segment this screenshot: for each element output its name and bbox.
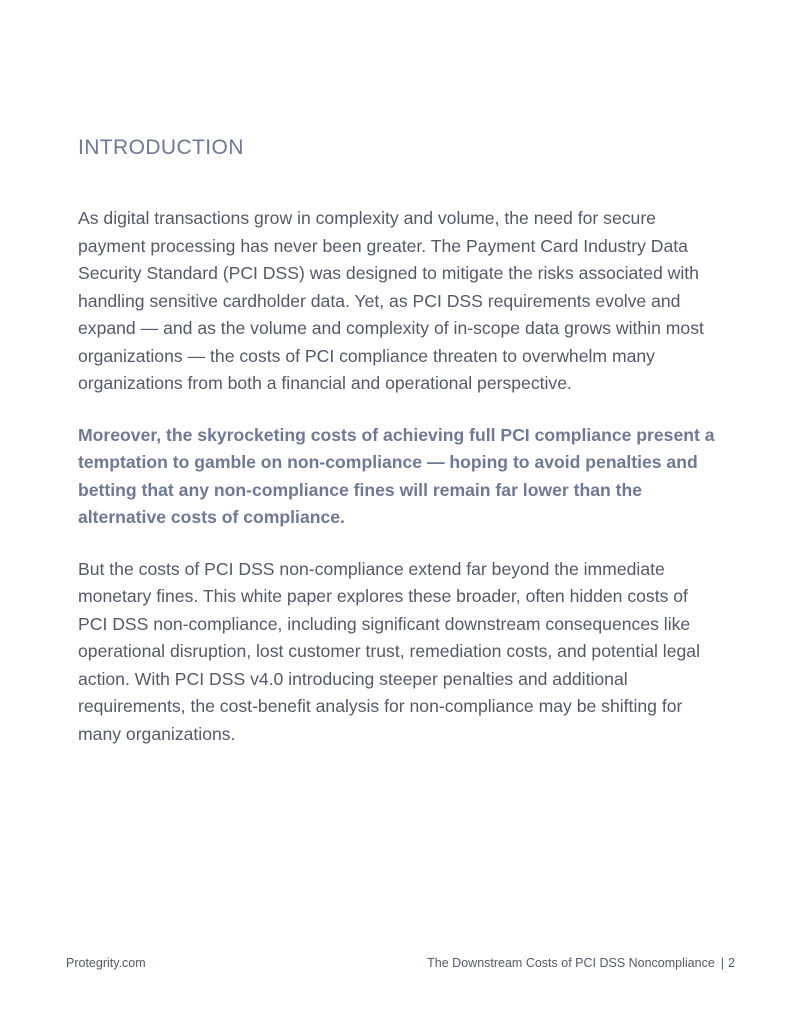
footer-site-link[interactable]: Protegrity.com: [66, 956, 146, 970]
callout-paragraph: Moreover, the skyrocketing costs of achieving full PCI compliance present a temptation to gamble on non-compliance — hoping to avoid penalties and betting that any non-compliance fines will remain far lower than the alternative costs of compliance.: [78, 424, 715, 527]
section-heading: INTRODUCTION: [78, 136, 244, 159]
page-content: [78, 134, 718, 748]
intro-paragraph: As digital transactions grow in complexity and volume, the need for secure payment processing has never been greater. The Payment Card Industry Data Security Standard (PCI DSS) was designed to mitigate the risks associated with handling sensitive cardholder data. Yet, as PCI DSS requirements evolve and expand — and as the volume and complexity of in-scope data grows within most organizations — the costs of PCI compliance threaten to overwhelm many organizations from both a financial and operational perspective.: [78, 208, 704, 393]
page-number: 2: [728, 956, 735, 970]
page-footer: [66, 956, 735, 974]
footer-separator: |: [720, 956, 725, 970]
body-paragraph: But the costs of PCI DSS non-compliance extend far beyond the immediate monetary fines. This white paper explores these broader, often hidden costs of PCI DSS non-compliance, including significant downstream consequences like operational disruption, lost customer trust, remediation costs, and potential legal action. With PCI DSS v4.0 introducing steeper penalties and additional requirements, the cost-benefit analysis for non-compliance may be shifting for many organizations.: [78, 558, 700, 744]
footer-doc-title: The Downstream Costs of PCI DSS Noncompliance: [427, 956, 715, 970]
footer-doc-info: [427, 956, 735, 970]
